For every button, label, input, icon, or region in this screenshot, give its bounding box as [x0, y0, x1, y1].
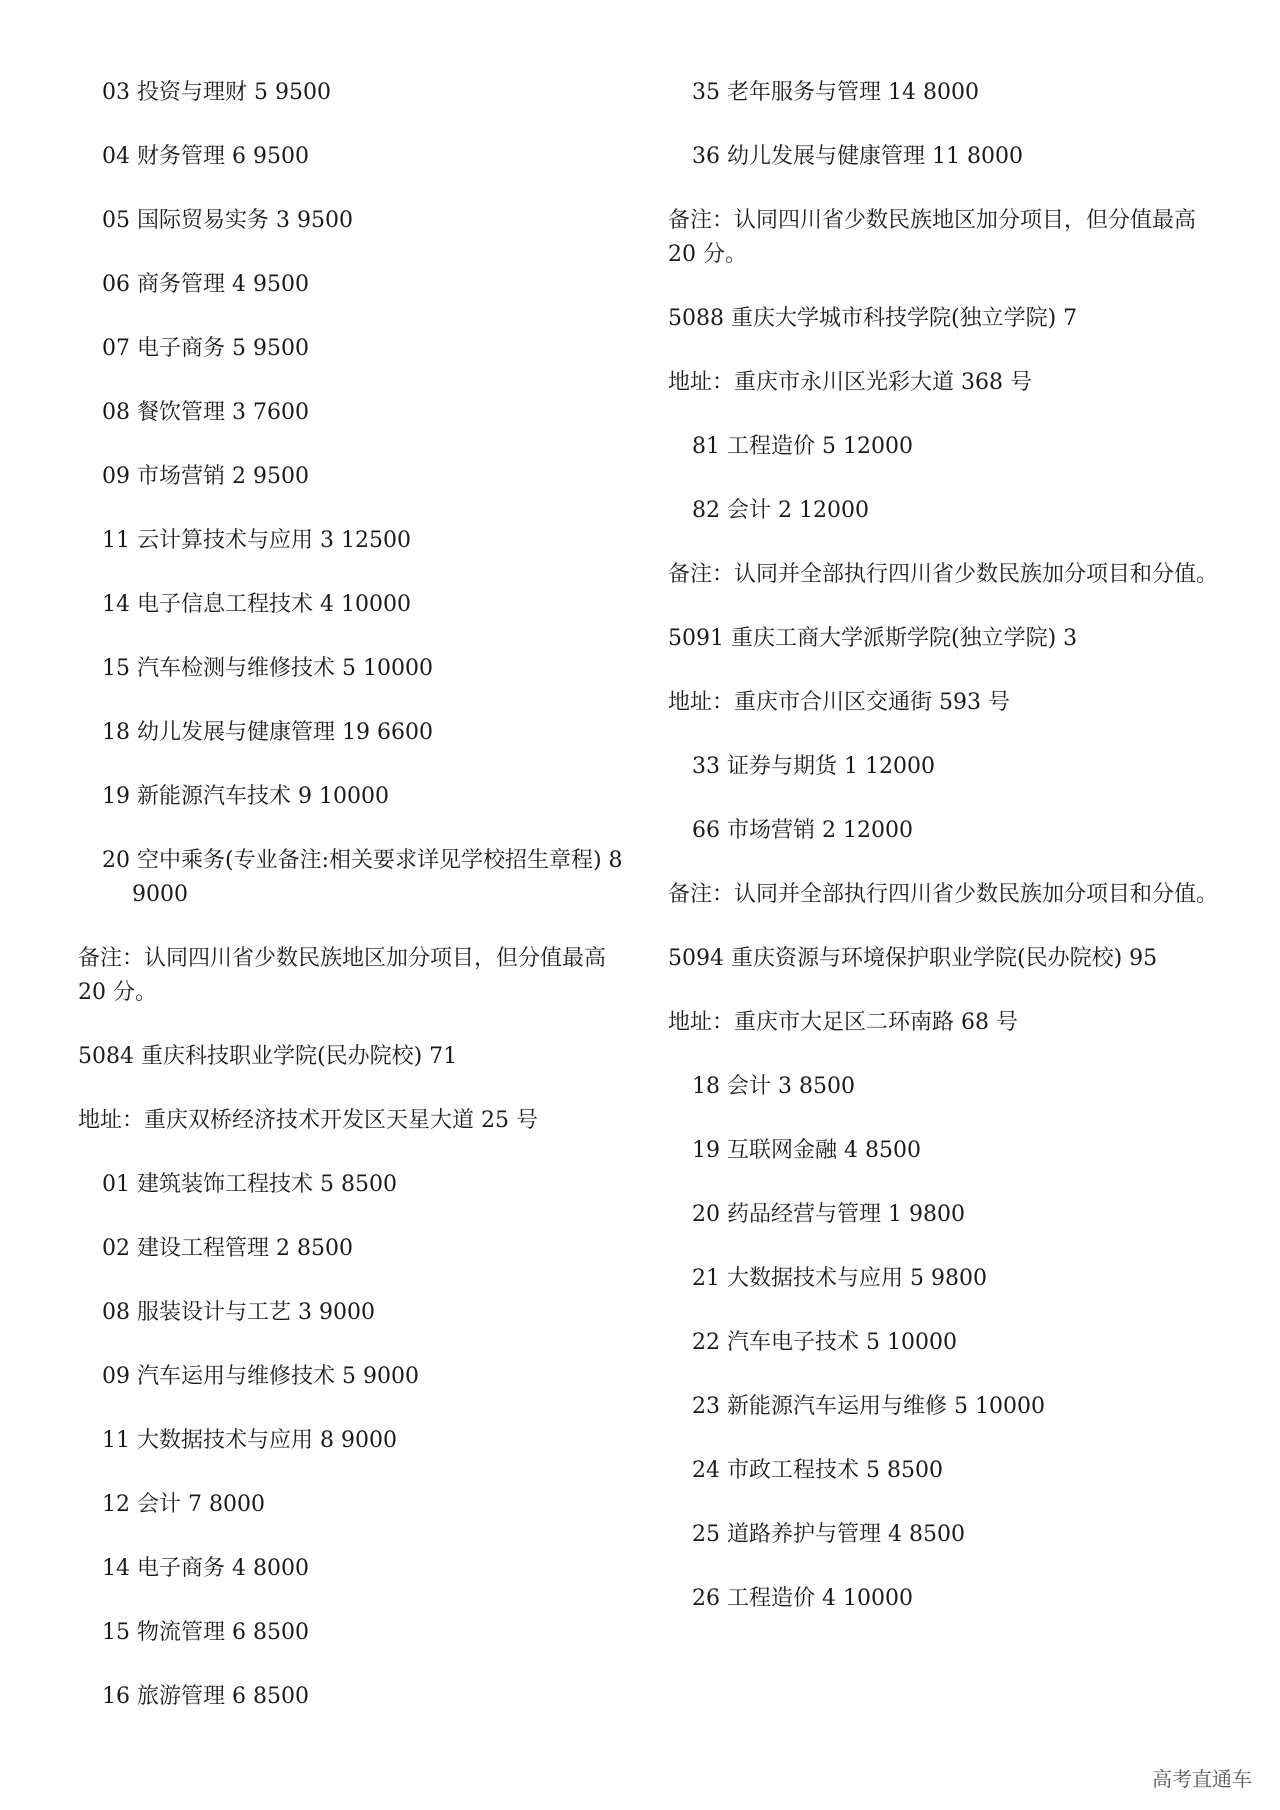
- major-entry: 09 汽车运用与维修技术 5 9000: [102, 1364, 419, 1389]
- major-entry: 03 投资与理财 5 9500: [102, 80, 331, 105]
- major-entry: 20 空中乘务(专业备注:相关要求详见学校招生章程) 8 9000: [102, 848, 623, 907]
- remark-note: 备注：认同并全部执行四川省少数民族加分项目和分值。: [668, 562, 1219, 587]
- major-entry: 08 餐饮管理 3 7600: [102, 400, 309, 425]
- school-address: 地址：重庆市大足区二环南路 68 号: [668, 1010, 1018, 1035]
- remark-note: 备注：认同四川省少数民族地区加分项目，但分值最高 20 分。: [668, 208, 1197, 267]
- major-entry: 05 国际贸易实务 3 9500: [102, 208, 353, 233]
- major-entry: 23 新能源汽车运用与维修 5 10000: [692, 1394, 1045, 1419]
- major-entry: 06 商务管理 4 9500: [102, 272, 309, 297]
- major-entry: 82 会计 2 12000: [692, 498, 869, 523]
- watermark-text: 高考直通车: [1152, 1767, 1252, 1791]
- major-entry: 19 互联网金融 4 8500: [692, 1138, 921, 1163]
- right-column: [668, 76, 1228, 1646]
- major-entry: 11 大数据技术与应用 8 9000: [102, 1428, 397, 1453]
- major-entry: 09 市场营销 2 9500: [102, 464, 309, 489]
- major-entry: 16 旅游管理 6 8500: [102, 1684, 309, 1709]
- major-entry: 24 市政工程技术 5 8500: [692, 1458, 943, 1483]
- major-entry: 15 物流管理 6 8500: [102, 1620, 309, 1645]
- school-address: 地址：重庆市合川区交通街 593 号: [668, 690, 1010, 715]
- remark-note: 备注：认同并全部执行四川省少数民族加分项目和分值。: [668, 882, 1219, 907]
- major-entry: 81 工程造价 5 12000: [692, 434, 913, 459]
- school-address: 地址：重庆双桥经济技术开发区天星大道 25 号: [78, 1108, 538, 1133]
- major-entry: 25 道路养护与管理 4 8500: [692, 1522, 965, 1547]
- major-entry: 66 市场营销 2 12000: [692, 818, 913, 843]
- school-address: 地址：重庆市永川区光彩大道 368 号: [668, 370, 1032, 395]
- school-header: 5091 重庆工商大学派斯学院(独立学院) 3: [668, 626, 1078, 651]
- major-entry: 08 服装设计与工艺 3 9000: [102, 1300, 375, 1325]
- major-entry: 11 云计算技术与应用 3 12500: [102, 528, 411, 553]
- major-entry: 21 大数据技术与应用 5 9800: [692, 1266, 987, 1291]
- major-entry: 18 幼儿发展与健康管理 19 6600: [102, 720, 433, 745]
- remark-note: 备注：认同四川省少数民族地区加分项目，但分值最高 20 分。: [78, 946, 607, 1005]
- major-entry: 36 幼儿发展与健康管理 11 8000: [692, 144, 1023, 169]
- major-entry: 01 建筑装饰工程技术 5 8500: [102, 1172, 397, 1197]
- major-entry: 02 建设工程管理 2 8500: [102, 1236, 353, 1261]
- major-entry: 19 新能源汽车技术 9 10000: [102, 784, 389, 809]
- major-entry: 15 汽车检测与维修技术 5 10000: [102, 656, 433, 681]
- major-entry: 12 会计 7 8000: [102, 1492, 265, 1517]
- major-entry: 14 电子信息工程技术 4 10000: [102, 592, 411, 617]
- school-header: 5088 重庆大学城市科技学院(独立学院) 7: [668, 306, 1078, 331]
- school-header: 5094 重庆资源与环境保护职业学院(民办院校) 95: [668, 946, 1158, 971]
- major-entry: 04 财务管理 6 9500: [102, 144, 309, 169]
- left-column: [78, 76, 638, 1744]
- major-entry: 18 会计 3 8500: [692, 1074, 855, 1099]
- major-entry: 33 证券与期货 1 12000: [692, 754, 935, 779]
- school-header: 5084 重庆科技职业学院(民办院校) 71: [78, 1044, 458, 1069]
- major-entry: 14 电子商务 4 8000: [102, 1556, 309, 1581]
- major-entry: 35 老年服务与管理 14 8000: [692, 80, 979, 105]
- major-entry: 20 药品经营与管理 1 9800: [692, 1202, 965, 1227]
- major-entry: 22 汽车电子技术 5 10000: [692, 1330, 957, 1355]
- major-entry: 26 工程造价 4 10000: [692, 1586, 913, 1611]
- major-entry: 07 电子商务 5 9500: [102, 336, 309, 361]
